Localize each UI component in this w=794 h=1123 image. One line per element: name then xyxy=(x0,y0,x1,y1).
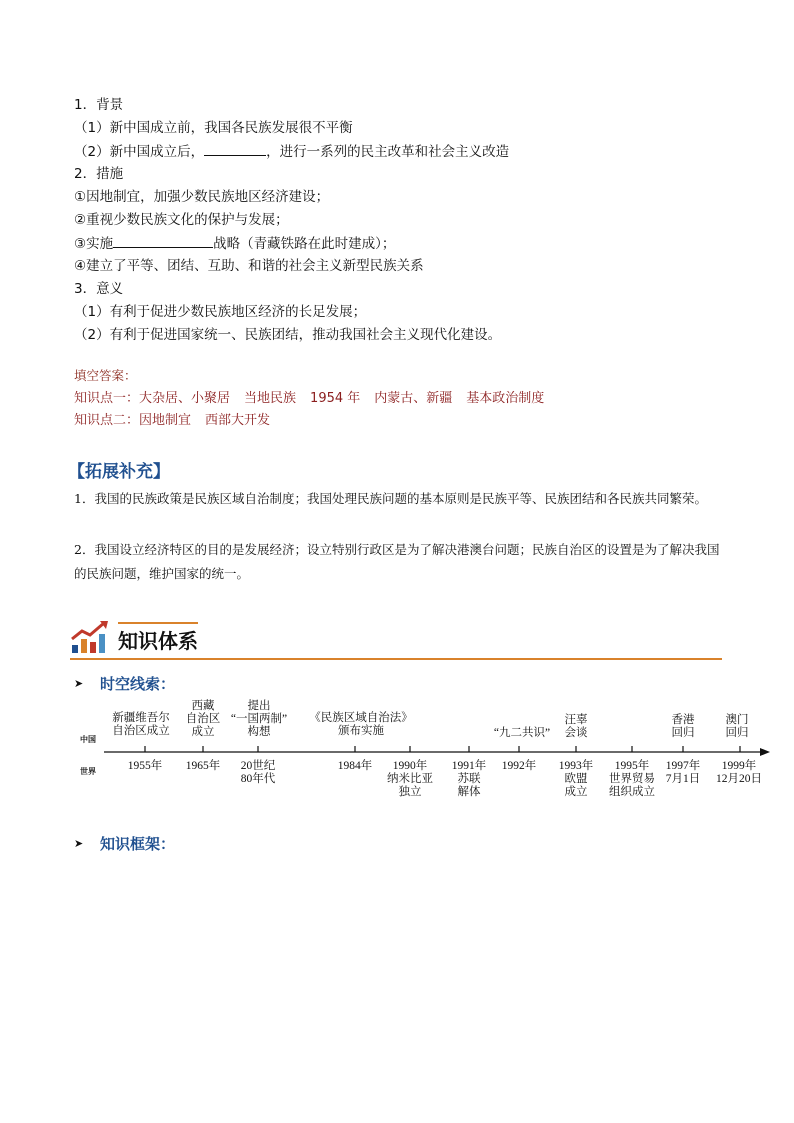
answer-item: 基本政治制度 xyxy=(466,391,545,406)
timeline-date: 1984年 xyxy=(337,760,373,772)
timeline-date: 1965年 xyxy=(185,760,221,772)
timeline-world-event: 1990年 纳米比亚 独立 xyxy=(387,760,433,798)
timeline-china-event: 《民族区域自治法》 颁布实施 xyxy=(309,712,413,737)
measure-3-pre: ③实施 xyxy=(74,236,114,252)
framework-heading: 知识框架： xyxy=(100,835,176,853)
answer-item: 内蒙古、新疆 xyxy=(374,391,453,406)
timeline-china-event: 香港 回归 xyxy=(671,714,695,739)
timeline-world-event: 1993年 欧盟 成立 xyxy=(558,760,594,798)
bullet-arrow-icon: ➤ xyxy=(74,837,84,850)
timeline-date: 1997年 7月1日 xyxy=(665,760,701,785)
timeline-china-event: 澳门 回归 xyxy=(725,714,749,739)
china-label: 中国 xyxy=(80,734,96,744)
section-title: 知识体系 xyxy=(118,629,198,653)
extension-paragraph-2: 2．我国设立经济特区的目的是发展经济；设立特别行政区是为了解决港澳台问题；民族自治区的设置是为了解决我国的民族问题，维护国家的统一。 xyxy=(74,542,720,581)
timeline-date: 1955年 xyxy=(127,760,163,772)
answers-k1-label: 知识点一： xyxy=(74,391,140,406)
timeline-china-event: 汪辜 会谈 xyxy=(564,714,588,739)
background-item-1: （1）新中国成立前，我国各民族发展很不平衡 xyxy=(74,120,353,136)
background-item-2-pre: （2）新中国成立后， xyxy=(74,144,205,160)
measure-4: ④建立了平等、团结、互助、和谐的社会主义新型民族关系 xyxy=(74,258,424,274)
bullet-arrow-icon: ➤ xyxy=(74,677,84,690)
timeline-date: 20世纪 80年代 xyxy=(240,760,276,785)
measure-2: ②重视少数民族文化的保护与发展； xyxy=(74,212,289,228)
significance-1: （1）有利于促进少数民族地区经济的长足发展； xyxy=(74,304,367,320)
background-item-2-post: ，进行一系列的民主改革和社会主义改造 xyxy=(266,144,510,160)
measure-1: ①因地制宜，加强少数民族地区经济建设； xyxy=(74,189,330,205)
answer-item: 西部大开发 xyxy=(205,413,271,428)
answers-k2-label: 知识点二： xyxy=(74,413,140,428)
world-label: 世界 xyxy=(80,766,96,776)
significance-2: （2）有利于促进国家统一、民族团结，推动我国社会主义现代化建设。 xyxy=(74,327,502,343)
extension-heading: 【拓展补充】 xyxy=(68,462,170,482)
timeline-date: 1999年 12月20日 xyxy=(716,760,762,785)
background-heading: 1．背景 xyxy=(74,97,124,113)
extension-paragraph-1: 1．我国的民族政策是民族区域自治制度；我国处理民族问题的基本原则是民族平等、民族团结和各民族共同繁荣。 xyxy=(74,491,707,506)
timeline-heading: 时空线索： xyxy=(100,675,176,693)
significance-heading: 3．意义 xyxy=(74,281,124,297)
timeline-world-event: 1995年 世界贸易 组织成立 xyxy=(609,760,655,798)
timeline-china-event: “九二共识” xyxy=(493,727,551,739)
timeline-date: 1992年 xyxy=(501,760,537,772)
measures-heading: 2．措施 xyxy=(74,166,124,182)
answer-item: 大杂居、小聚居 xyxy=(139,391,231,406)
timeline-china-event: 新疆维吾尔 自治区成立 xyxy=(112,712,170,737)
timeline-china-event: 提出 “一国两制” 构想 xyxy=(230,700,288,738)
answer-item: 因地制宜 xyxy=(139,413,192,428)
answer-item: 1954 年 xyxy=(310,391,361,406)
timeline-china-event: 西藏 自治区 成立 xyxy=(185,700,221,738)
timeline-world-event: 1991年 苏联 解体 xyxy=(451,760,487,798)
answers-title: 填空答案： xyxy=(74,368,137,383)
answer-item: 当地民族 xyxy=(244,391,297,406)
measure-3-post: 战略（青藏铁路在此时建成）； xyxy=(213,236,396,252)
